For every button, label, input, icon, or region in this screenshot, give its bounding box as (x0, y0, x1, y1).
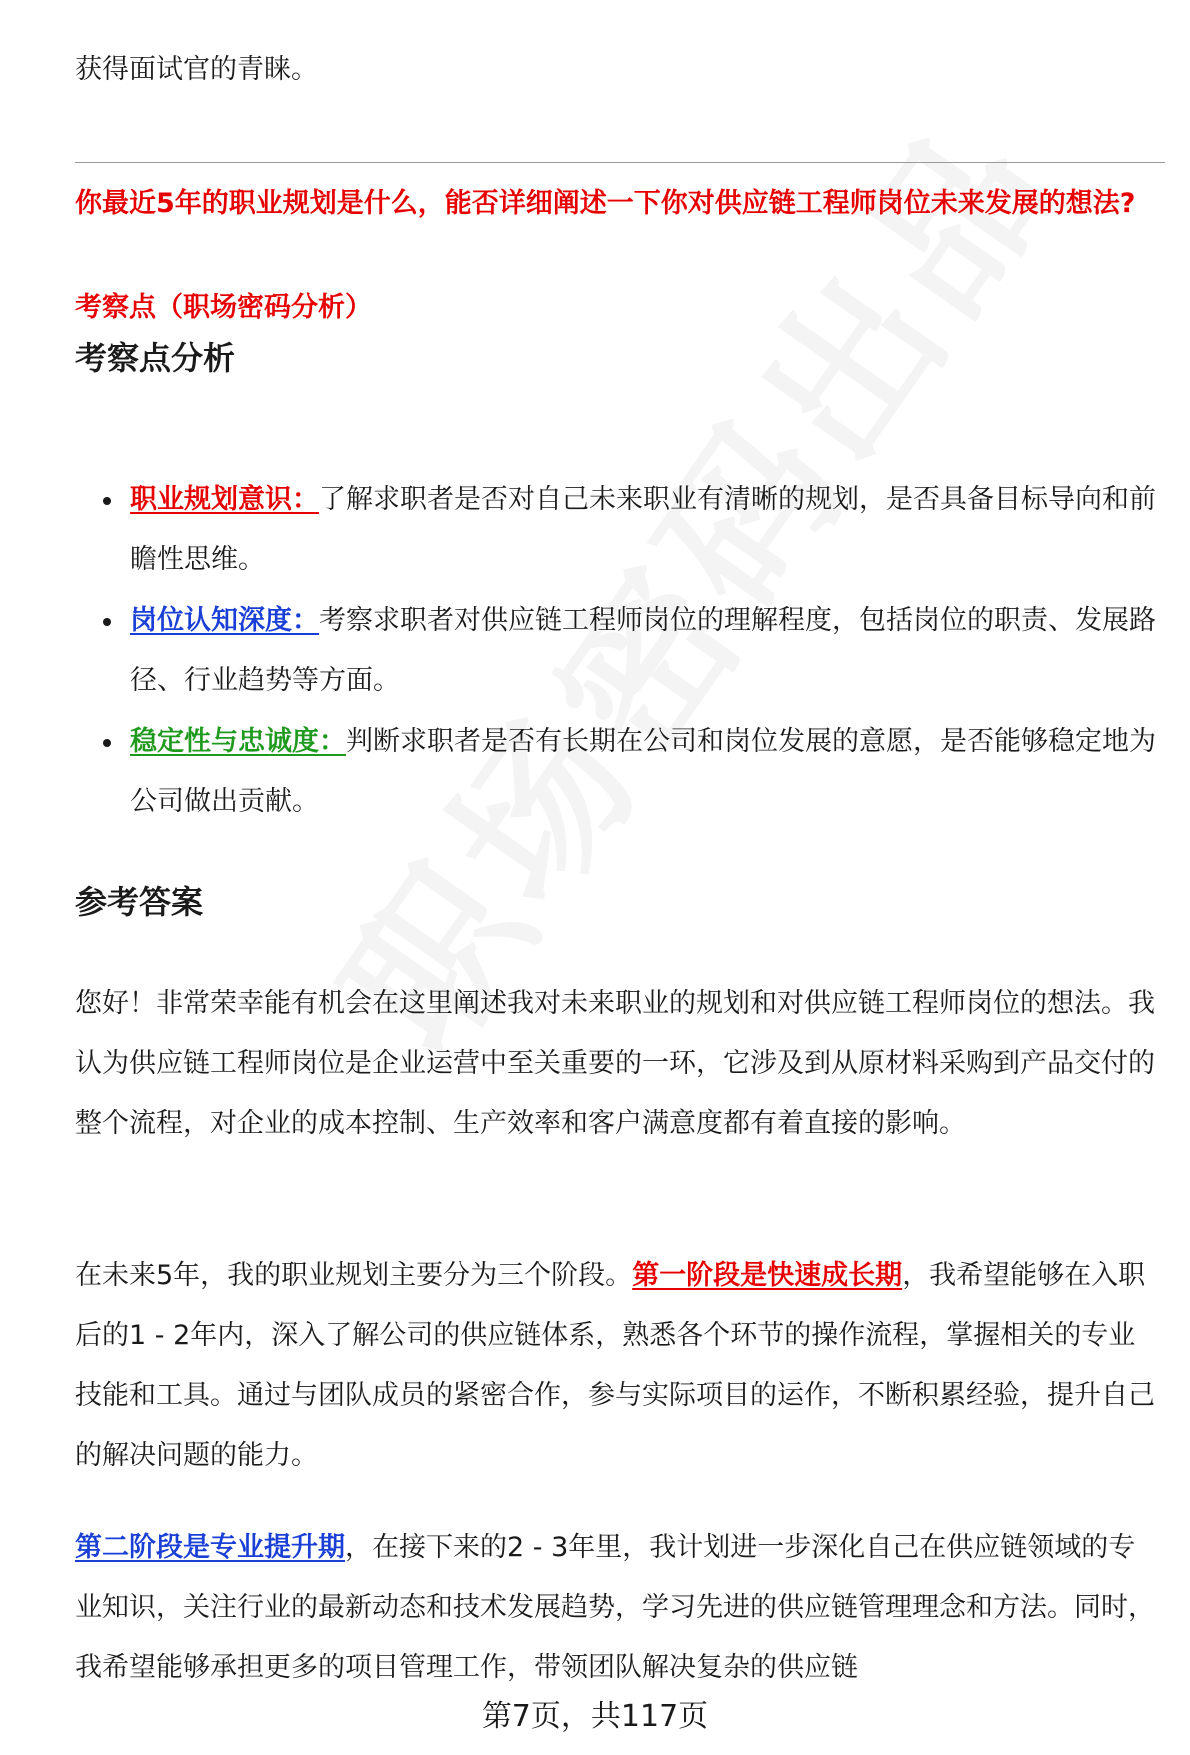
phase-two-highlight[interactable]: 第二阶段是专业提升期 (75, 1532, 345, 1563)
bullet-keyword[interactable]: 职业规划意识： (130, 484, 319, 515)
bullet-item (75, 470, 1160, 590)
bullet-dot-icon (103, 618, 111, 626)
bullet-dot-icon (103, 497, 111, 505)
bullet-text: 判断求职者是否有长期在公司和岗位发展的意愿，是否能够稳定地为公司做出贡献。 (130, 726, 1156, 817)
answer-p2-before: 在未来5年，我的职业规划主要分为三个阶段。 (75, 1260, 633, 1291)
bullet-dot-icon (103, 739, 111, 747)
section-divider (75, 162, 1165, 163)
answer-heading: 参考答案 (75, 883, 204, 921)
question-heading: 你最近5年的职业规划是什么，能否详细阐述一下你对供应链工程师岗位未来发展的想法? (75, 188, 1136, 219)
page-number-footer: 第7页，共117页 (481, 1699, 709, 1734)
analysis-bullet-list (75, 470, 1160, 833)
bullet-item (75, 591, 1160, 711)
answer-paragraph-2 (75, 1246, 1160, 1486)
bullet-keyword[interactable]: 岗位认知深度： (130, 605, 319, 636)
answer-p3-after: ，在接下来的2 - 3年里，我计划进一步深化自己在供应链领域的专业知识，关注行业的最新动态和技术发展趋势，学习先进的供应链管理理念和方法。同时，我希望能够承担更多的项目管理工作，带领团队解决复杂的供应链 (75, 1532, 1155, 1683)
answer-p2-after: ，我希望能够在入职后的1 - 2年内，深入了解公司的供应链体系，熟悉各个环节的操作流程，掌握相关的专业技能和工具。通过与团队成员的紧密合作，参与实际项目的运作，不断积累经验，提升自己的解决问题的能力。 (75, 1260, 1155, 1471)
bullet-keyword[interactable]: 稳定性与忠诚度： (130, 726, 346, 757)
intro-tail-text: 获得面试官的青睐。 (75, 54, 318, 85)
answer-paragraph-3 (75, 1518, 1160, 1698)
bullet-item (75, 712, 1160, 832)
answer-paragraph-1: 您好！非常荣幸能有机会在这里阐述我对未来职业的规划和对供应链工程师岗位的想法。我认为供应链工程师岗位是企业运营中至关重要的一环，它涉及到从原材料采购到产品交付的整个流程，对企业的成本控制、生产效率和客户满意度都有着直接的影响。 (75, 988, 1155, 1139)
bullet-text: 考察求职者对供应链工程师岗位的理解程度，包括岗位的职责、发展路径、行业趋势等方面。 (130, 605, 1156, 696)
analysis-heading: 考察点分析 (75, 339, 236, 377)
phase-one-highlight[interactable]: 第一阶段是快速成长期 (632, 1260, 903, 1291)
analysis-subtitle: 考察点（职场密码分析） (75, 292, 372, 323)
bullet-text: 了解求职者是否对自己未来职业有清晰的规划，是否具备目标导向和前瞻性思维。 (130, 484, 1156, 575)
